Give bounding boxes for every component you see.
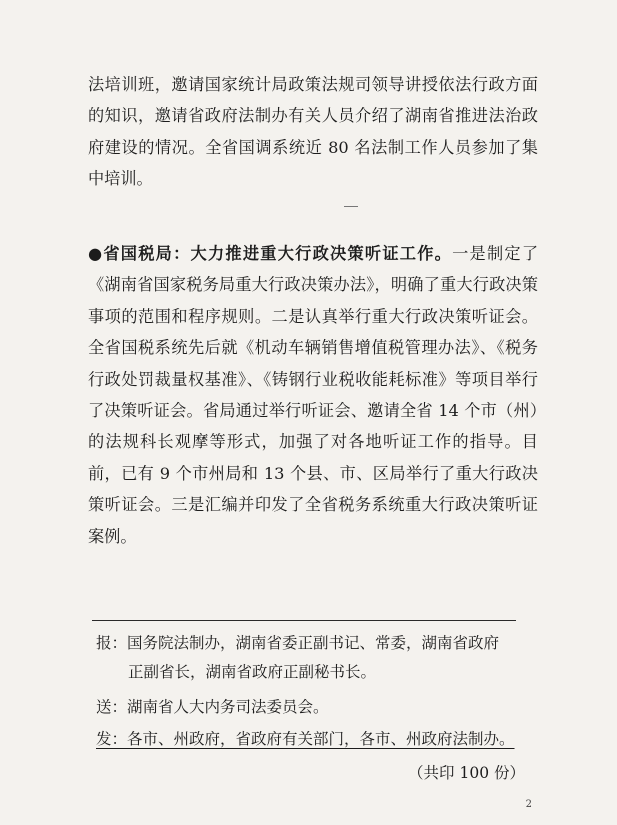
report-to-line-1: 报：国务院法制办，湖南省委正副书记、常委，湖南省政府 — [96, 634, 500, 652]
bullet-icon: ● — [88, 244, 104, 263]
print-copies: （共印 100 份） — [408, 764, 525, 782]
section-lead-title: 省国税局：大力推进重大行政决策听证工作。 — [103, 244, 453, 263]
distribution-top-rule — [92, 620, 516, 621]
separator-mark — [344, 206, 358, 207]
paragraph-training: 法培训班，邀请国家统计局政策法规司领导讲授依法行政方面的知识，邀请省政府法制办有关人员介绍了湖南省推进法治政府建设的情况。全省国调系统近 80 名法制工作人员参加了集中培训。 — [88, 75, 538, 189]
report-to-line-2: 正副省长，湖南省政府正副秘书长。 — [128, 663, 377, 681]
distribution-report-to — [96, 629, 526, 687]
section-body-text: 一是制定了《湖南省国家税务局重大行政决策办法》，明确了重大行政决策事项的范围和程序规则。二是认真举行重大行政决策听证会。全省国税系统先后就《机动车辆销售增值税管理办法》、《税务行政处罚裁量权基准》、《铸钢行业税收能耗标准》等项目举行了决策听证会。省局通过举行听证会、邀请全省 14 个市（州）的法规科长观摩等形式，加强了对各地听证工作的指导。目前，已有 9 个市州局和 13 个县、市、区局举行了重大行政决策听证会。三是汇编并印发了全省税务系统重大行政决策听证案例。 — [88, 244, 539, 546]
distribution-issue-to: 发：各市、州政府，省政府有关部门，各市、州政府法制办。 — [96, 730, 515, 748]
page-number: 2 — [525, 799, 532, 810]
paragraph-tax-bureau — [88, 238, 538, 552]
distribution-send-to: 送：湖南省人大内务司法委员会。 — [96, 698, 329, 716]
